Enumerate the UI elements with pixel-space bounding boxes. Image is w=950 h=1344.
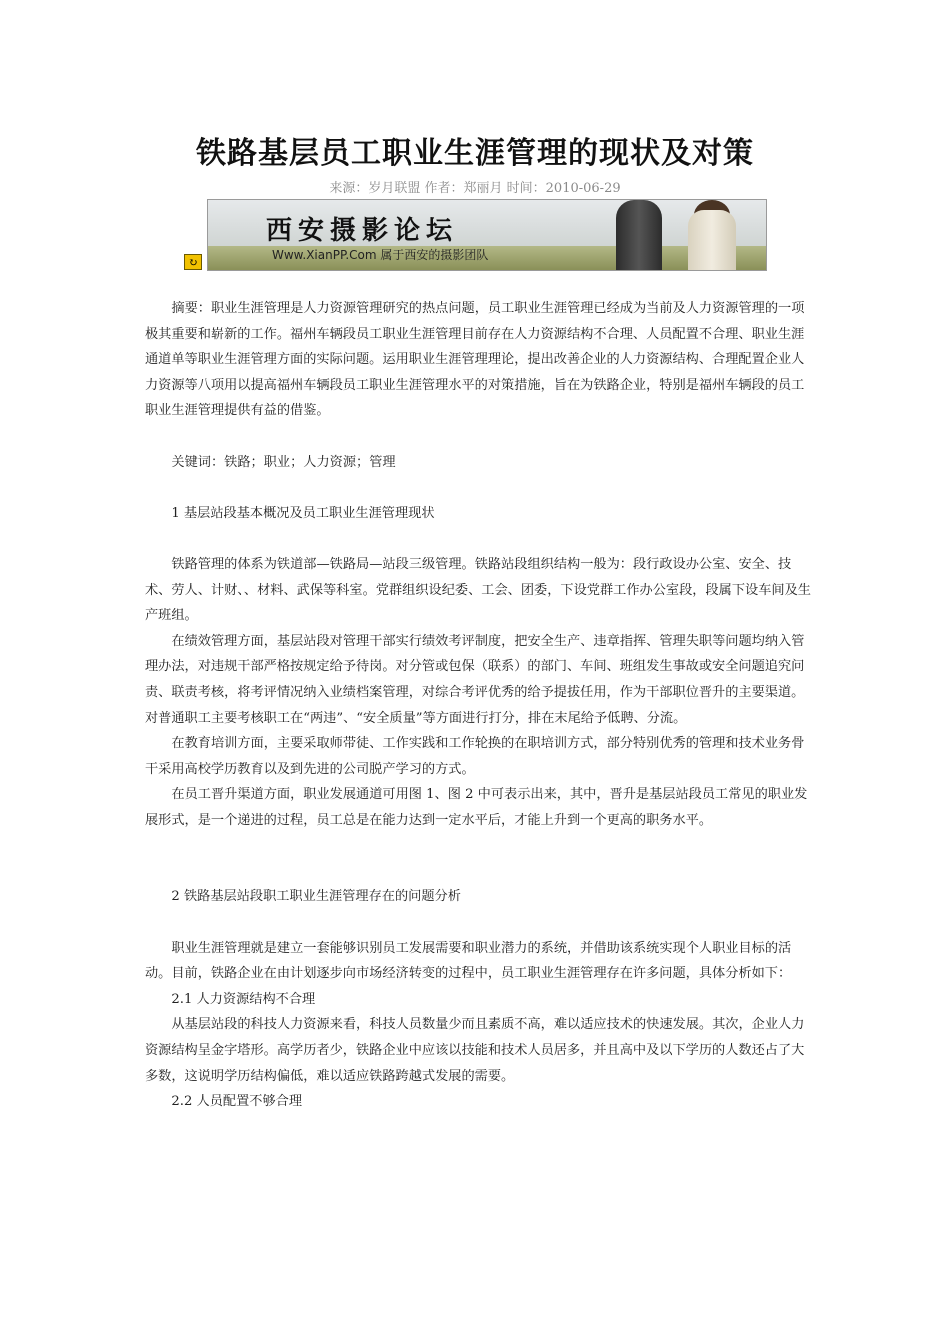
body-paragraph: 在绩效管理方面，基层站段对管理干部实行绩效考评制度，把安全生产、违章指挥、管理失职等问题均纳入管理办法，对违规干部严格按规定给予待岗。对分管或包保（联系）的部门、车间、班组发生事故或安全问题追究问责、联责考核，将考评情况纳入业绩档案管理，对综合考评优秀的给予提拔任用，作为干部职位晋升的主要渠道。对普通职工主要考核职工在“两违”、“安全质量”等方面进行打分，排在末尾给予低聘、分流。 (145, 633, 805, 726)
section-heading-2: 2 铁路基层站段职工职业生涯管理存在的问题分析 (171, 889, 461, 905)
subsection-heading-2-1: 2.1 人力资源结构不合理 (171, 991, 316, 1007)
link-icon[interactable]: ↻ (184, 254, 202, 270)
article-body (145, 296, 813, 1115)
section-heading-1: 1 基层站段基本概况及员工职业生涯管理现状 (171, 505, 435, 521)
body-paragraph: 在教育培训方面，主要采取师带徒、工作实践和工作轮换的在职培训方式，部分特别优秀的管理和技术业务骨干采用高校学历教育以及到先进的公司脱产学习的方式。 (145, 736, 805, 777)
article-title: 铁路基层员工职业生涯管理的现状及对策 (196, 136, 754, 171)
abstract-paragraph: 摘要：职业生涯管理是人力资源管理研究的热点问题，员工职业生涯管理已经成为当前及人力资源管理的一项极其重要和崭新的工作。福州车辆段员工职业生涯管理目前存在人力资源结构不合理、人员配置不合理、职业生涯通道单等职业生涯管理方面的实际问题。运用职业生涯管理理论，提出改善企业的人力资源结构、合理配置企业人力资源等八项用以提高福州车辆段员工职业生涯管理水平的对策措施，旨在为铁路企业，特别是福州车辆段的员工职业生涯管理提供有益的借鉴。 (145, 301, 805, 419)
body-paragraph: 在员工晋升渠道方面，职业发展通道可用图 1、图 2 中可表示出来，其中，晋升是基层站段员工常见的职业发展形式，是一个递进的过程，员工总是在能力达到一定水平后，才能上升到一个更高的职务水平。 (145, 787, 808, 828)
article-meta: 来源：岁月联盟 作者：郑丽月 时间：2010-06-29 (329, 181, 621, 196)
banner-person-male (616, 200, 662, 270)
body-paragraph: 铁路管理的体系为铁道部—铁路局—站段三级管理。铁路站段组织结构一般为：段行政设办公室、安全、技术、劳人、计财、、材料、武保等科室。党群组织设纪委、工会、团委，下设党群工作办公室段，段属下设车间及生产班组。 (145, 556, 811, 624)
banner-person-female (688, 210, 736, 270)
banner-brand-text: 西安摄影论坛 (266, 216, 459, 246)
forum-banner-image (207, 199, 767, 271)
body-paragraph: 从基层站段的科技人力资源来看，科技人员数量少而且素质不高，难以适应技术的快速发展。其次，企业人力资源结构呈金字塔形。高学历者少，铁路企业中应该以技能和技术人员居多，并且高中及以下学历的人数还占了大多数，这说明学历结构偏低，难以适应铁路跨越式发展的需要。 (145, 1017, 805, 1084)
banner-subtitle: Www.XianPP.Com 属于西安的摄影团队 (272, 248, 489, 262)
keywords-paragraph: 关键词：铁路；职业；人力资源；管理 (171, 454, 396, 470)
body-paragraph: 职业生涯管理就是建立一套能够识别员工发展需要和职业潜力的系统，并借助该系统实现个人职业目标的活动。目前，铁路企业在由计划逐步向市场经济转变的过程中，员工职业生涯管理存在许多问题，具体分析如下： (145, 940, 792, 982)
subsection-heading-2-2: 2.2 人员配置不够合理 (171, 1094, 303, 1110)
